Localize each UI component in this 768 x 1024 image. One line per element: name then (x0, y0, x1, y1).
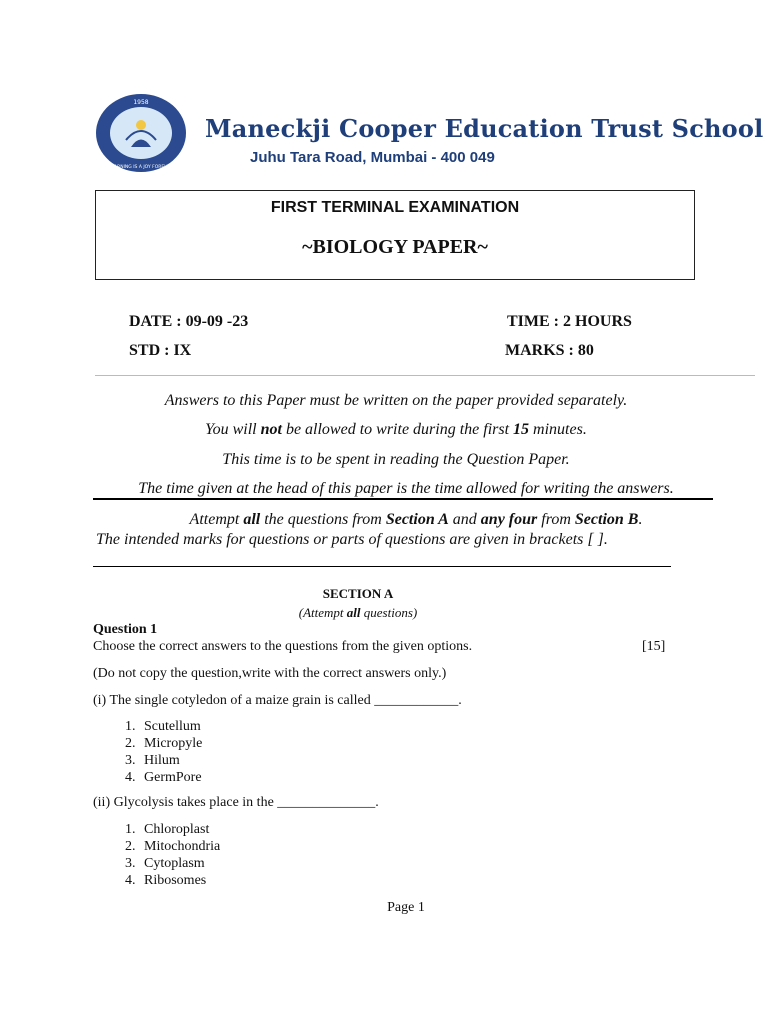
section-a-subtitle: (Attempt all questions) (298, 605, 418, 620)
exam-marks: MARKS : 80 (505, 342, 594, 359)
question-note: (Do not copy the question,write with the correct answers only.) (93, 666, 447, 681)
page-number: Page 1 (387, 900, 425, 915)
paper-title: ~BIOLOGY PAPER~ (302, 236, 488, 258)
school-address: Juhu Tara Road, Mumbai - 400 049 (250, 149, 495, 166)
option-item: 1. Chloroplast (139, 821, 220, 838)
option-item: 2. Micropyle (139, 735, 202, 752)
option-item: 4. GermPore (139, 769, 202, 786)
school-name: Maneckji Cooper Education Trust School (205, 114, 764, 143)
school-logo (94, 92, 188, 174)
exam-name: FIRST TERMINAL EXAMINATION (270, 199, 520, 216)
exam-time: TIME : 2 HOURS (507, 313, 632, 330)
option-item: 2. Mitochondria (139, 838, 220, 855)
logo-year: 1958 (133, 99, 149, 106)
option-item: 3. Hilum (139, 752, 202, 769)
instruction-5: Attempt all the questions from Section A and any four from Section B. (189, 511, 643, 528)
options-list-i (93, 718, 202, 786)
exam-date: DATE : 09-09 -23 (129, 313, 249, 330)
question-i: (i) The single cotyledon of a maize grain is called ____________. (93, 693, 462, 708)
instruction-2: You will not be allowed to write during the first 15 minutes. (205, 421, 587, 438)
svg-text:LEARNING IS A JOY FOREVER: LEARNING IS A JOY FOREVER (108, 165, 174, 170)
option-item: 1. Scutellum (139, 718, 202, 735)
exam-std: STD : IX (129, 342, 192, 359)
instruction-3: This time is to be spent in reading the Question Paper. (222, 451, 570, 468)
instruction-1: Answers to this Paper must be written on the paper provided separately. (164, 392, 628, 409)
divider-thick (93, 498, 713, 500)
question-prompt: Choose the correct answers to the questions from the given options. (93, 639, 473, 654)
question-marks: [15] (642, 639, 666, 654)
question-ii: (ii) Glycolysis takes place in the ______________. (93, 795, 379, 810)
option-item: 3. Cytoplasm (139, 855, 220, 872)
options-list-ii (93, 821, 220, 889)
divider-underline (93, 566, 671, 567)
section-a-title: SECTION A (322, 586, 394, 601)
divider (95, 375, 755, 376)
instruction-4: The time given at the head of this paper is the time allowed for writing the answers. (138, 480, 674, 497)
instruction-6: The intended marks for questions or parts of questions are given in brackets [ ]. (96, 531, 608, 548)
option-item: 4. Ribosomes (139, 872, 220, 889)
question-heading: Question 1 (93, 622, 158, 637)
